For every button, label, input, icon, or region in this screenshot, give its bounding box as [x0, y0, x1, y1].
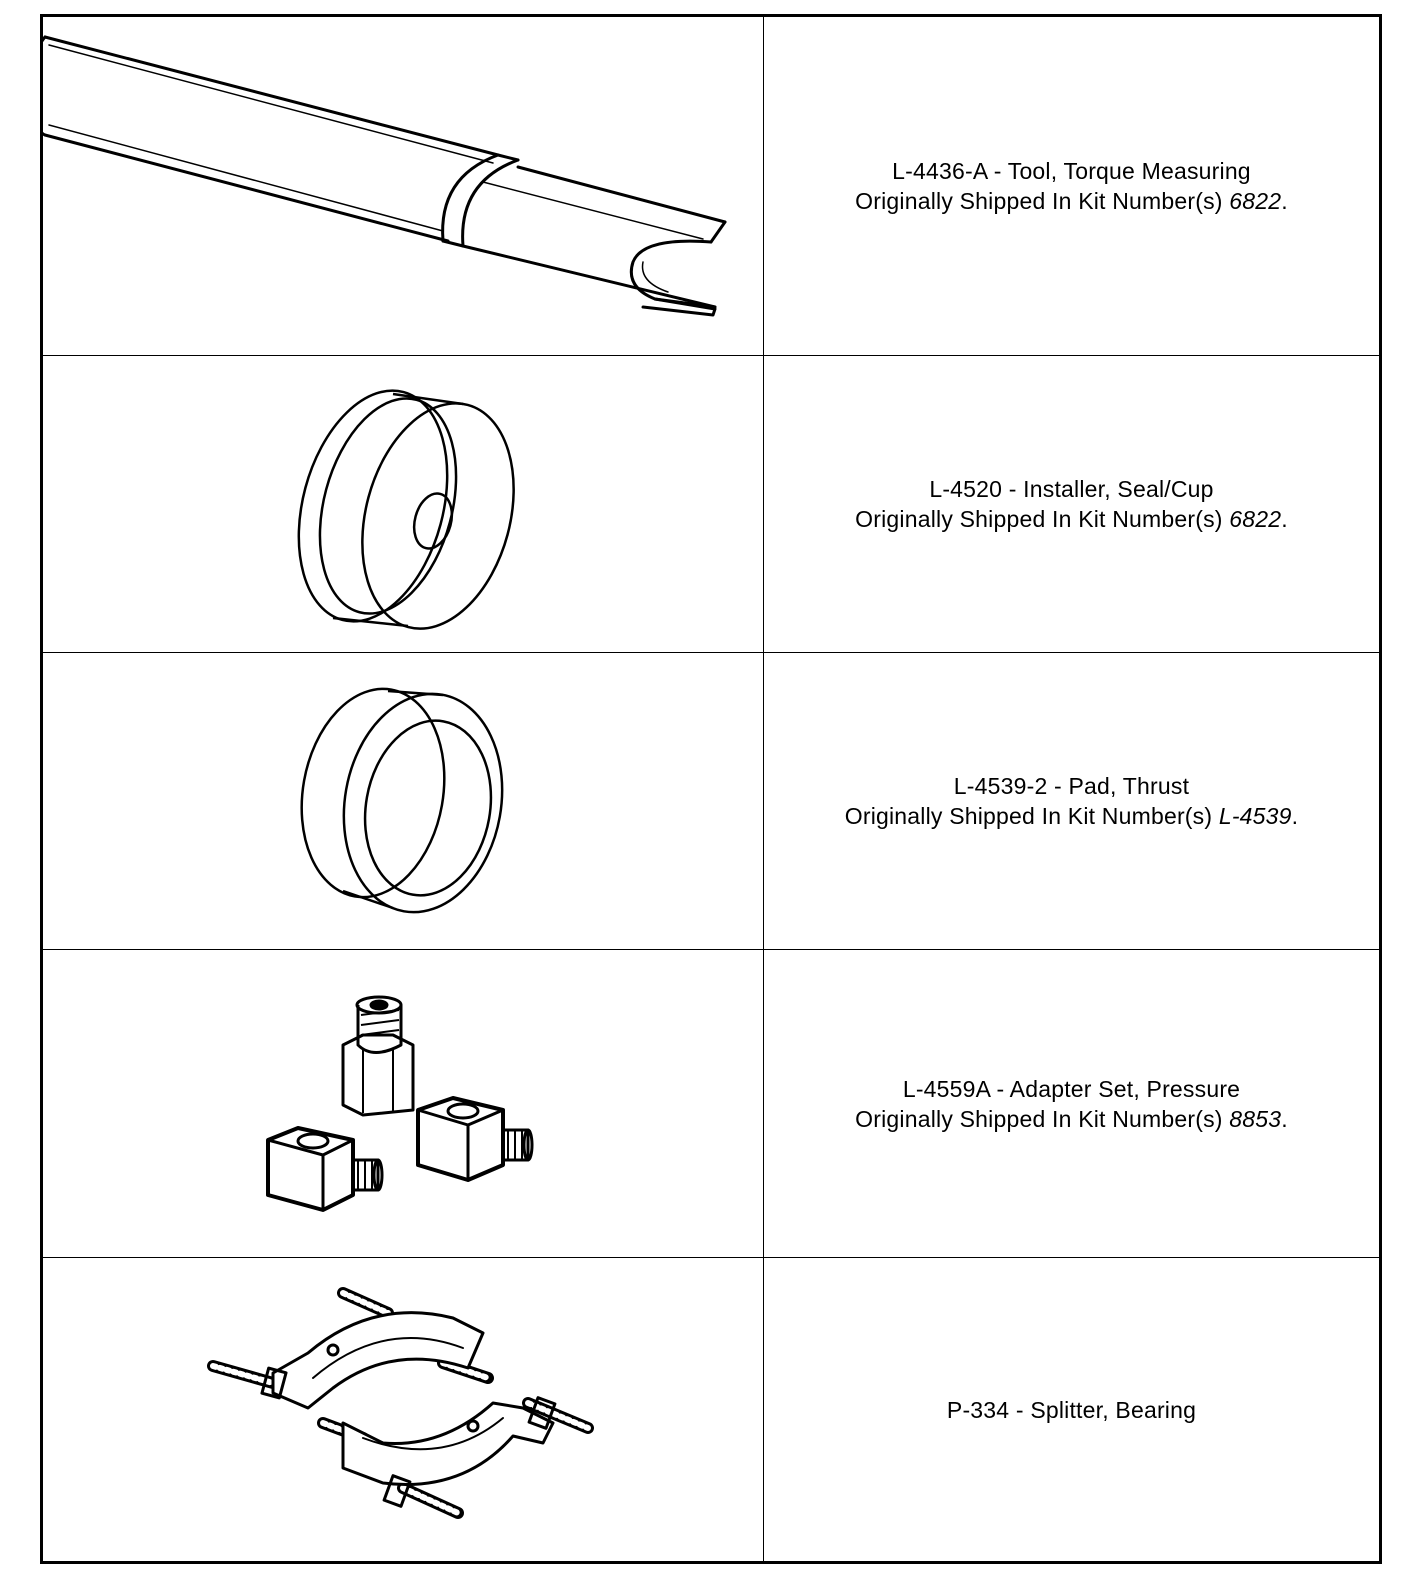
table-row	[43, 1258, 1379, 1561]
torque-measuring-tool-icon	[43, 17, 763, 355]
tool-table	[40, 14, 1382, 1564]
kit-suffix: .	[1281, 506, 1288, 532]
seal-cup-installer-icon	[43, 356, 763, 652]
image-cell	[43, 356, 763, 652]
kit-number: 6822	[1229, 188, 1282, 214]
table-row	[43, 950, 1379, 1258]
table-row	[43, 356, 1379, 653]
bearing-splitter-icon	[43, 1258, 763, 1561]
shipped-in-kit-label: Originally Shipped In Kit Number(s)	[855, 506, 1230, 532]
shipped-in-kit	[845, 801, 1299, 831]
tool-title: L-4520 - Installer, Seal/Cup	[929, 476, 1214, 502]
description-cell	[764, 653, 1379, 949]
description-cell	[764, 17, 1379, 355]
image-cell	[43, 653, 763, 949]
kit-number: 6822	[1229, 506, 1282, 532]
description-cell	[764, 356, 1379, 652]
table-row	[43, 653, 1379, 950]
kit-number: 8853	[1229, 1105, 1282, 1132]
tool-title: L-4559A - Adapter Set, Pressure	[902, 1075, 1241, 1102]
kit-suffix: .	[1281, 188, 1288, 214]
description-cell	[764, 950, 1379, 1257]
kit-suffix: .	[1281, 1105, 1288, 1132]
tool-title: L-4539-2 - Pad, Thrust	[953, 773, 1190, 799]
shipped-in-kit	[855, 1104, 1288, 1134]
image-cell	[43, 1258, 763, 1561]
pressure-adapter-set-icon	[43, 950, 763, 1257]
shipped-in-kit	[855, 186, 1288, 216]
tool-title: P-334 - Splitter, Bearing	[946, 1396, 1197, 1423]
image-cell	[43, 950, 763, 1257]
shipped-in-kit-label: Originally Shipped In Kit Number(s)	[855, 1105, 1230, 1132]
kit-suffix: .	[1291, 803, 1299, 829]
tool-title: L-4436-A - Tool, Torque Measuring	[892, 158, 1251, 184]
shipped-in-kit-label: Originally Shipped In Kit Number(s)	[855, 188, 1230, 214]
thrust-pad-icon	[43, 653, 763, 949]
shipped-in-kit	[855, 504, 1288, 534]
description-cell	[764, 1258, 1379, 1561]
image-cell	[43, 17, 763, 355]
shipped-in-kit-label: Originally Shipped In Kit Number(s)	[844, 803, 1219, 829]
table-row	[43, 17, 1379, 356]
kit-number: L-4539	[1218, 803, 1292, 829]
